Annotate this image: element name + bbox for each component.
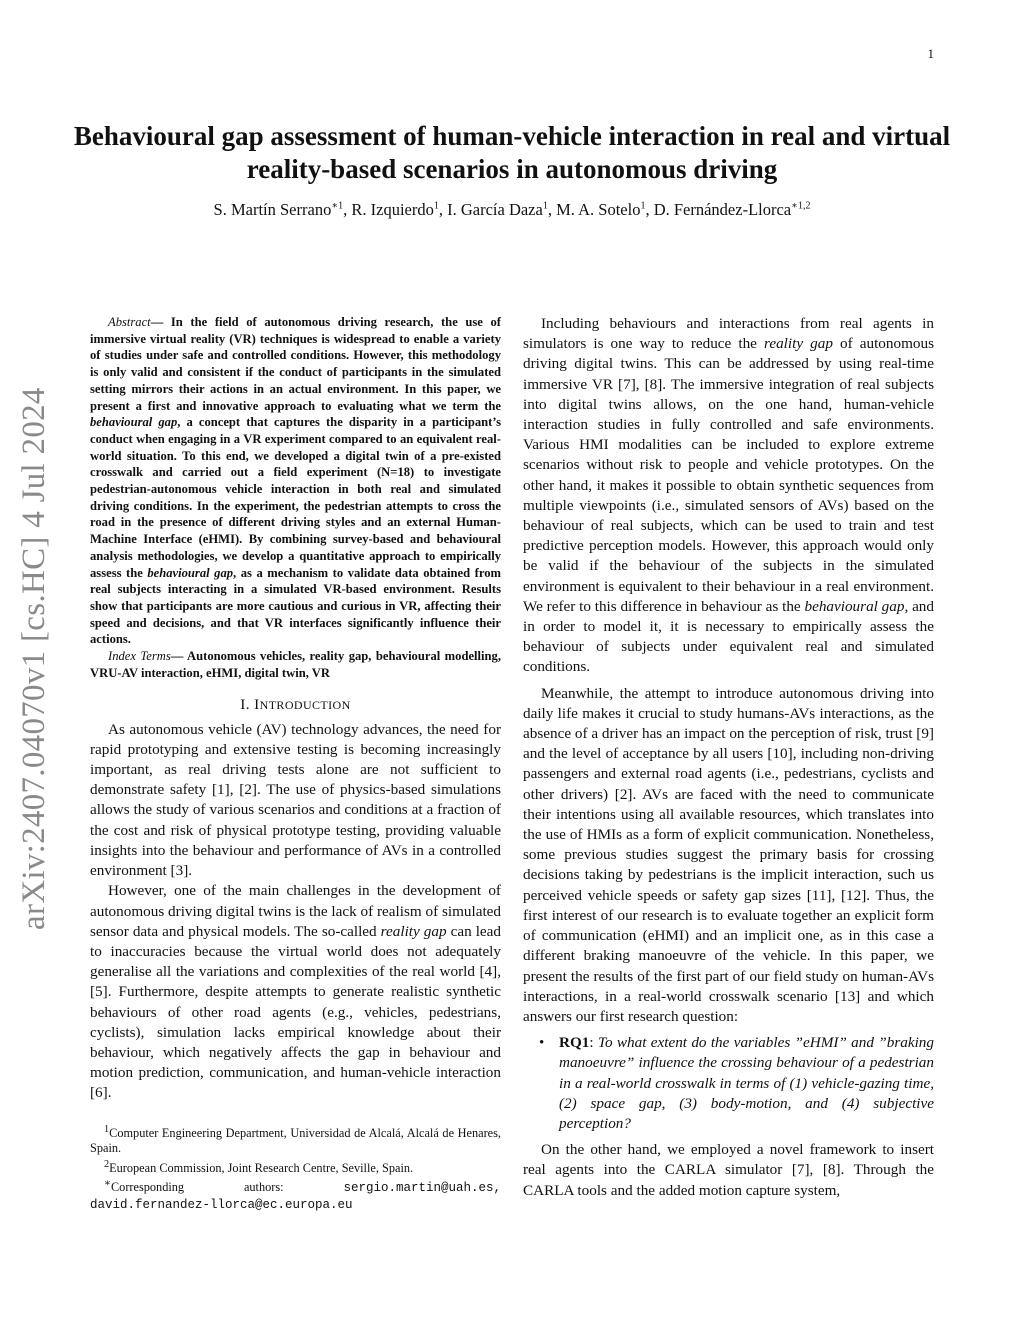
paragraph-text: of autonomous driving digital twins. This can be addressed by using real-time immersive VR [7], [8]. The immersive integration of real subjects into digital twins allows, on the one hand, human-vehicle interaction studies in fully controlled and safe environments. Various HMI modalities can be included to explore extreme scenarios without risk to people and vehicle prototypes. On the other hand, it makes it possible to obtain synthetic sequences from multiple viewpoints (i.e., simulated sensors of AVs) based on the behaviour of real subjects, which can be used to train and test predictive perception models. However, this approach would only be valid if the behaviour of the subjects in the simulated environment is equivalent to their behaviour in a real environment. We refer to this difference in behaviour as the bbox=[523, 335, 934, 615]
author-name: D. Fernández-Llorca bbox=[653, 200, 792, 219]
rq-colon: : bbox=[589, 1034, 598, 1052]
email-link[interactable]: david.fernandez-llorca@ec.europa.eu bbox=[90, 1197, 353, 1212]
research-question bbox=[537, 1033, 934, 1134]
section-heading-introduction bbox=[90, 695, 501, 715]
paragraph-text: However, one of the main challenges in the development of autonomous driving digital twins is the lack of realism of simulated sensor data and physical models. The so-called bbox=[90, 882, 501, 940]
author-affiliation: 1 bbox=[433, 200, 439, 212]
abstract-text: , as a mechanism to validate data obtained from real subjects interacting in a simulated VR-based environment. Results show that participants are more cautious and curious in VR, affecting their speed and decisions, and that VR interfaces significantly influence their actions. bbox=[90, 565, 501, 647]
right-column bbox=[523, 314, 934, 1201]
abstract-text: — In the field of autonomous driving research, the use of immersive virtual reality (VR) techniques is widespread to enable a variety of studies under safe and controlled conditions. However, this methodology is only valid and consistent if the conduct of participants in the simulated setting mirrors their actions in an actual environment. In this paper, we present a first and innovative approach to evaluating what we term the bbox=[90, 315, 501, 413]
abstract-label: Abstract bbox=[108, 315, 151, 329]
footnote-mark: ∗ bbox=[104, 1178, 111, 1190]
emphasis-term: reality gap bbox=[380, 922, 447, 940]
footnote-text: Computer Engineering Department, Universidad de Alcalá, Alcalá de Henares, Spain. bbox=[90, 1125, 501, 1156]
paragraph-text: Including behaviours and interactions from real agents in simulators is one way to reduce the bbox=[523, 315, 934, 353]
paper-title: Behavioural gap assessment of human-vehicle interaction in real and virtual reality-based scenarios in autonomous driving bbox=[73, 121, 951, 184]
section-title-rest: NTRODUCTION bbox=[259, 698, 351, 713]
author-affiliation: ∗1 bbox=[331, 200, 344, 212]
section-numeral: I. bbox=[240, 696, 255, 714]
paragraph bbox=[90, 881, 501, 1103]
paragraph: Meanwhile, the attempt to introduce autonomous driving into daily life makes it crucial to study humans-AVs interactions, as the absence of a driver has an impact on the perception of risk, trust [9] and the level of acceptance by all users [10], including non-driving passengers and external road agents (i.e., pedestrians, cyclists and other drivers) [2]. AVs are faced with the need to communicate their intentions using all available resources, which translates into the use of HMIs as a form of explicit communication. Nonetheless, some previous studies suggest the primary basis for crossing decisions taking by pedestrians is the implicit interaction, such us perceived vehicle speeds or safety gap sizes [11], [12]. Thus, the first interest of our research is to evaluate together an explicit form of communication (eHMI) and an implicit one, as in this case a different braking manoeuvre of the vehicle. In this paper, we present the results of the first part of our field study on human-AVs interactions, in a real-world crosswalk scenario [13] and which answers our first research question: bbox=[523, 684, 934, 1025]
author-affiliation: ∗1,2 bbox=[791, 200, 811, 212]
author-name: M. A. Sotelo bbox=[556, 200, 641, 219]
footnote-mark: 2 bbox=[104, 1158, 110, 1170]
footnotes bbox=[90, 1122, 501, 1214]
paragraph: As autonomous vehicle (AV) technology advances, the need for rapid prototyping and extensive testing is becoming increasingly important, as real driving tests alone are not sufficient to demonstrate safety [1], [2]. The use of physics-based simulations allows the study of various scenarios and conditions at a fraction of the cost and risk of physical prototype testing, providing valuable insights into the behaviour and performance of AVs in a controlled environment [3]. bbox=[90, 720, 501, 880]
rq-text: To what extent do the variables ”eHMI” and ”braking manoeuvre” influence the crossing behaviour of a pedestrian in a real-world crosswalk in terms of (1) vehicle-gazing time, (2) space gap, (3) body-motion, and (4) subjective perception? bbox=[559, 1034, 934, 1132]
bullet: • bbox=[539, 1034, 545, 1052]
author-affiliation: 1 bbox=[640, 200, 646, 212]
footnote bbox=[90, 1197, 501, 1214]
footnote-text: Corresponding authors: bbox=[110, 1180, 284, 1195]
footnote bbox=[90, 1157, 501, 1177]
page-number: 1 bbox=[927, 46, 934, 61]
abstract bbox=[90, 314, 501, 648]
rq-label: RQ1 bbox=[559, 1034, 590, 1052]
email-link[interactable]: sergio.martin@uah.es, bbox=[343, 1181, 501, 1196]
author-affiliation: 1 bbox=[542, 200, 548, 212]
section-initial: I bbox=[254, 696, 260, 714]
index-terms bbox=[90, 648, 501, 681]
footnote bbox=[90, 1122, 501, 1157]
index-terms-label: Index Terms bbox=[108, 649, 171, 664]
emphasis-term: behavioural gap bbox=[804, 597, 905, 615]
abstract-text: , a concept that captures the disparity in a participant’s conduct when engaging in a VR experiment compared to an equivalent real-world situation. To this end, we developed a digital twin of a pre-existed crosswalk and carried out a field experiment (N=18) to investigate pedestrian-autonomous vehicle interaction in both real and simulated driving conditions. In the experiment, the pedestrian attempts to cross the road in the presence of different driving styles and an external Human-Machine Interface (eHMI). By combining survey-based and behavioural analysis methodologies, we develop a quantitative approach to empirically assess the bbox=[90, 415, 501, 580]
index-terms-text: — Autonomous vehicles, reality gap, behavioural modelling, VRU-AV interaction, eHMI, digital twin, VR bbox=[90, 649, 501, 680]
author-name: I. García Daza bbox=[447, 200, 543, 219]
footnote bbox=[90, 1176, 501, 1197]
author-name: S. Martín Serrano bbox=[213, 200, 332, 219]
abstract-term: behavioural gap bbox=[147, 565, 234, 580]
paragraph bbox=[523, 314, 934, 678]
arxiv-stamp: arXiv:2407.04070v1 [cs.HC] 4 Jul 2024 bbox=[16, 387, 52, 930]
emphasis-term: reality gap bbox=[764, 335, 833, 353]
footnote-mark: 1 bbox=[104, 1123, 110, 1135]
paragraph-text: can lead to inaccuracies because the virtual world does not adequately generalise all the variations and complexities of the real world [4], [5]. Furthermore, despite attempts to generate realistic synthetic behaviours of other road agents (e.g., vehicles, pedestrians, cyclists), simulation lacks empirical knowledge about their behaviour, which negatively affects the gap in behaviour and motion prediction, communication, and human-vehicle interaction [6]. bbox=[90, 922, 501, 1102]
paragraph-text: , and in order to model it, it is necessary to empirically assess the behaviour of subjects under equivalent real and simulated conditions. bbox=[523, 597, 934, 676]
paragraph: On the other hand, we employed a novel framework to insert real agents into the CARLA simulator [7], [8]. Through the CARLA tools and the added motion capture system, bbox=[523, 1141, 934, 1199]
author-name: R. Izquierdo bbox=[351, 200, 434, 219]
left-column bbox=[90, 314, 501, 1213]
footnote-text: European Commission, Joint Research Centre, Seville, Spain. bbox=[109, 1160, 414, 1175]
abstract-term: behavioural gap bbox=[90, 415, 178, 430]
author-list: S. Martín Serrano$^{∗1}$, R. Izquierdo$^1$, I. García Daza$^1$, M. A. Sotelo$^1$, D. Fernández-Llorca$^{∗1,2}$ bbox=[213, 200, 811, 219]
